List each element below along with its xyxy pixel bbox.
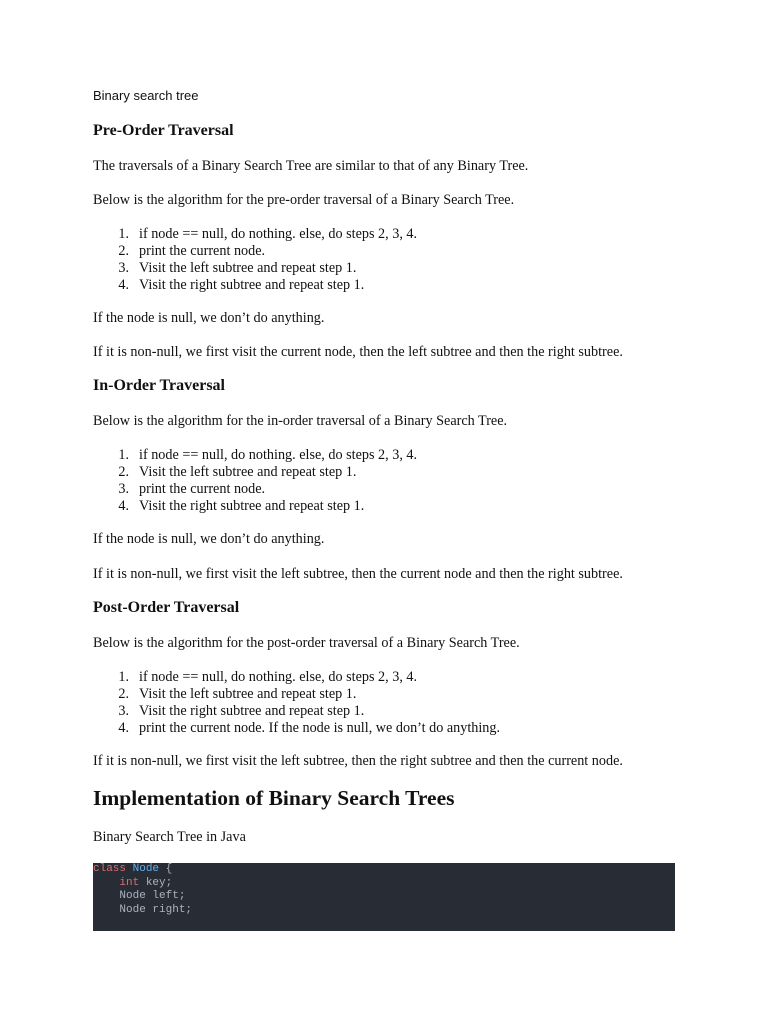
list-text: if node == null, do nothing. else, do steps 2, 3, 4. — [139, 226, 418, 242]
inorder-lead: Below is the algorithm for the in-order traversal of a Binary Search Tree. — [93, 413, 508, 429]
list-text: print the current node. — [139, 243, 266, 259]
list-number: 3. — [118, 481, 129, 497]
list-number: 1. — [118, 226, 129, 242]
code-line: Node right; — [93, 903, 193, 916]
list-text: Visit the right subtree and repeat step 1. — [139, 703, 365, 719]
list-number: 4. — [118, 720, 129, 736]
list-text: if node == null, do nothing. else, do steps 2, 3, 4. — [139, 669, 418, 685]
code-keyword: int — [119, 876, 140, 889]
list-number: 4. — [118, 277, 129, 293]
postorder-note-nonnull: If it is non-null, we first visit the left subtree, then the right subtree and then the current node. — [93, 753, 623, 769]
preorder-note-null: If the node is null, we don’t do anything. — [93, 310, 325, 326]
document-title: Binary search tree — [93, 88, 199, 103]
list-number: 1. — [118, 669, 129, 685]
list-text: print the current node. If the node is null, we don’t do anything. — [139, 720, 501, 736]
inorder-note-nonnull: If it is non-null, we first visit the left subtree, then the current node and then the right subtree. — [93, 566, 623, 582]
code-class-name: Node — [132, 863, 160, 875]
preorder-intro: The traversals of a Binary Search Tree are similar to that of any Binary Tree. — [93, 158, 529, 174]
list-text: Visit the left subtree and repeat step 1. — [139, 260, 357, 276]
code-brace: { — [159, 863, 173, 875]
code-text — [93, 863, 192, 917]
postorder-lead: Below is the algorithm for the post-order traversal of a Binary Search Tree. — [93, 635, 520, 651]
implementation-subtitle: Binary Search Tree in Java — [93, 829, 246, 845]
preorder-lead: Below is the algorithm for the pre-order traversal of a Binary Search Tree. — [93, 192, 515, 208]
list-number: 2. — [118, 686, 129, 702]
list-number: 3. — [118, 260, 129, 276]
list-number: 1. — [118, 447, 129, 463]
list-text: Visit the left subtree and repeat step 1. — [139, 686, 357, 702]
list-text: print the current node. — [139, 481, 266, 497]
list-text: Visit the right subtree and repeat step 1. — [139, 498, 365, 514]
code-block — [93, 863, 675, 931]
inorder-heading: In-Order Traversal — [93, 377, 225, 394]
list-number: 3. — [118, 703, 129, 719]
list-number: 2. — [118, 243, 129, 259]
code-line: Node left; — [93, 890, 186, 903]
list-number: 4. — [118, 498, 129, 514]
list-text: Visit the right subtree and repeat step 1. — [139, 277, 365, 293]
list-text: if node == null, do nothing. else, do steps 2, 3, 4. — [139, 447, 418, 463]
list-text: Visit the left subtree and repeat step 1. — [139, 464, 357, 480]
code-indent — [93, 877, 119, 889]
code-keyword: class — [93, 863, 127, 875]
preorder-note-nonnull: If it is non-null, we first visit the current node, then the left subtree and then the right subtree. — [93, 344, 623, 360]
implementation-heading: Implementation of Binary Search Trees — [93, 786, 455, 810]
preorder-heading: Pre-Order Traversal — [93, 122, 234, 139]
inorder-note-null: If the node is null, we don’t do anything. — [93, 531, 325, 547]
postorder-heading: Post-Order Traversal — [93, 599, 240, 616]
list-number: 2. — [118, 464, 129, 480]
code-field: key; — [139, 876, 173, 889]
